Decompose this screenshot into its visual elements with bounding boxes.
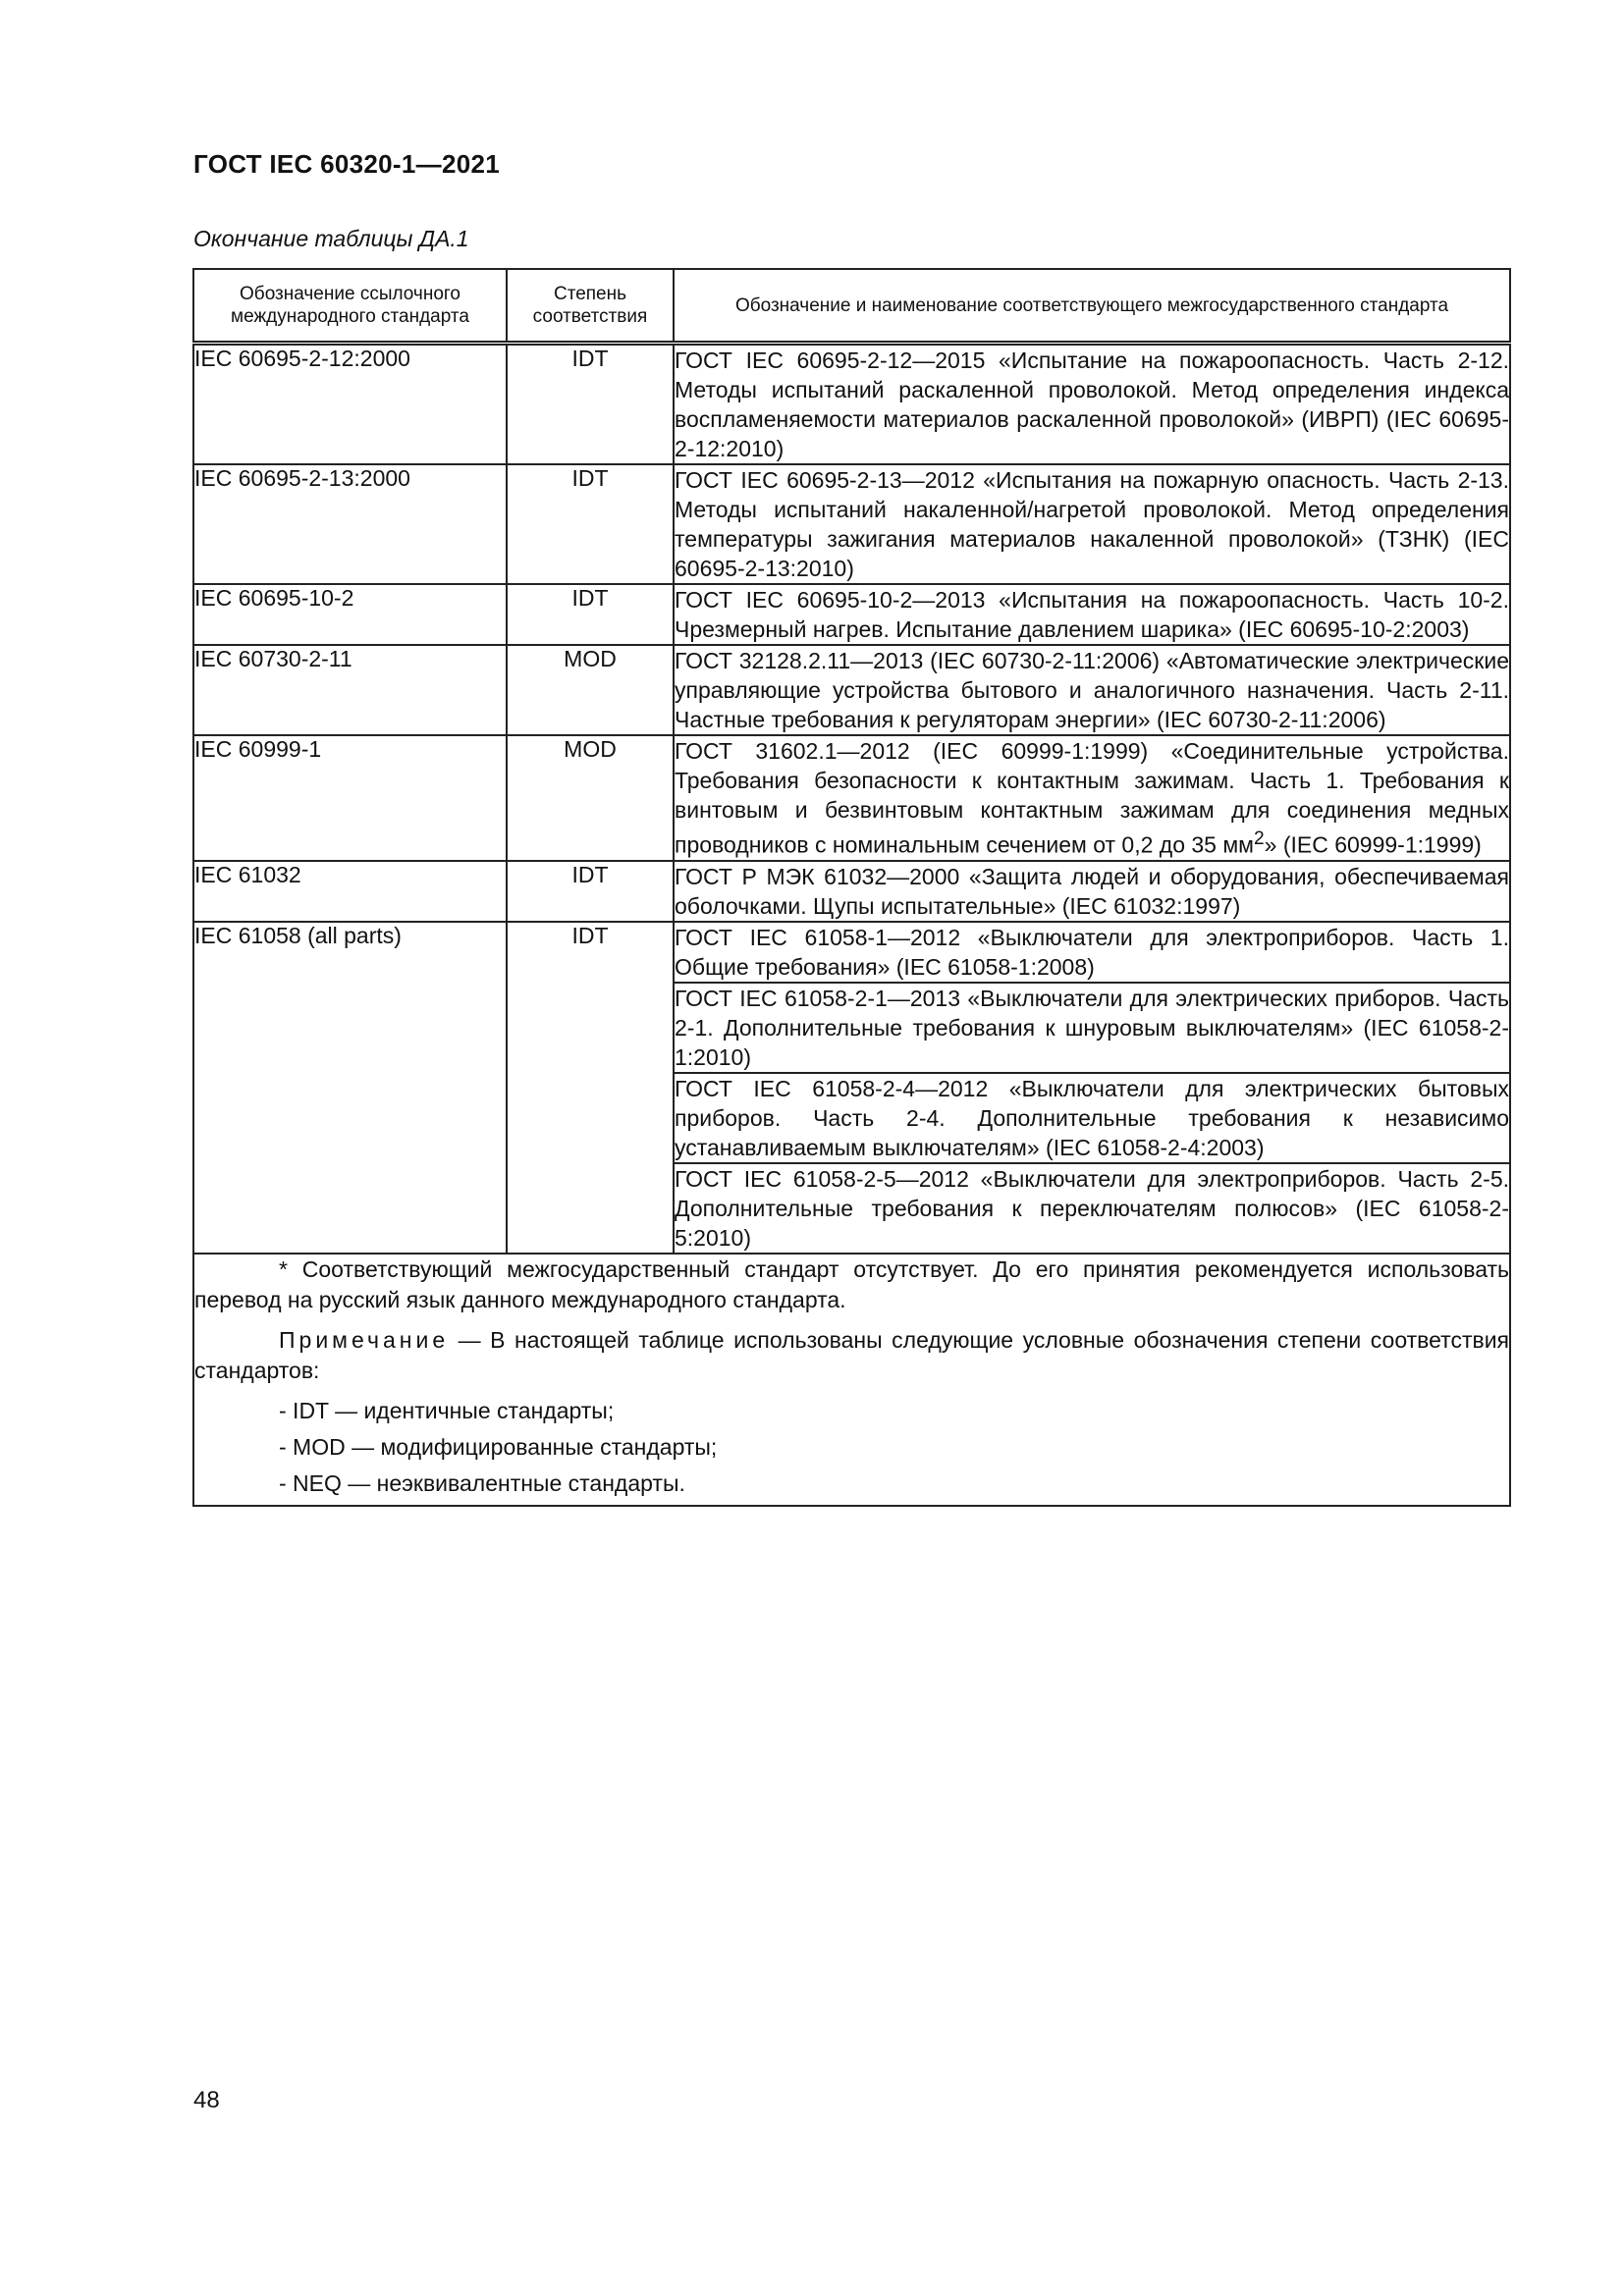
table-row: [193, 861, 1510, 922]
note: [194, 1325, 1509, 1386]
table-row: [193, 344, 1510, 465]
table-header-row: [193, 269, 1510, 344]
table-row: [193, 584, 1510, 645]
ref-cell: IEC 60730-2-11: [193, 645, 507, 735]
ref-cell: IEC 60999-1: [193, 735, 507, 861]
footnote: * Соответствующий межгосударственный стандарт отсутствует. До его принятия рекомендуется использовать перевод на русский язык данного международного стандарта.: [194, 1255, 1509, 1312]
standard-cell: ГОСТ 32128.2.11—2013 (IEC 60730-2-11:2006) «Автоматические электрические управляющие устройства бытового и аналогичного назначения. Часть 2-11. Частные требования к регуляторам энергии» (IEC 60730-2-11:2006): [674, 645, 1510, 735]
header-interstate-standard: Обозначение и наименование соответствующего межгосударственного стандарта: [674, 269, 1510, 344]
table-row: [193, 645, 1510, 735]
notes-cell: [193, 1254, 1510, 1506]
standard-cell: ГОСТ IEC 60695-2-12—2015 «Испытание на пожароопасность. Часть 2-12. Методы испытаний раскаленной проволокой. Метод определения индекса воспламеняемости материалов раскаленной проволокой» (ИВРП) (IEC 60695-2-12:2010): [674, 344, 1510, 465]
ref-cell: IEC 60695-2-13:2000: [193, 464, 507, 584]
page-number: 48: [193, 2087, 220, 2113]
degree-cell: IDT: [507, 344, 674, 465]
standard-cell: ГОСТ IEC 61058-2-5—2012 «Выключатели для электроприборов. Часть 2-5. Дополнительные требования к переключателям полюсов» (IEC 61058-2-5:2010): [674, 1163, 1510, 1254]
table-row: [193, 464, 1510, 584]
legend-item: - MOD — модифицированные стандарты;: [279, 1433, 718, 1460]
standards-table: [192, 268, 1511, 1507]
header-ref-standard: Обозначение ссылочного международного стандарта: [193, 269, 507, 344]
header-degree: Степень соответствия: [507, 269, 674, 344]
table-row: [193, 922, 1510, 983]
standard-cell: ГОСТ Р МЭК 61032—2000 «Защита людей и оборудования, обеспечиваемая оболочками. Щупы испытательные» (IEC 61032:1997): [674, 861, 1510, 922]
note-label: Примечание: [279, 1326, 450, 1353]
legend-item: - IDT — идентичные стандарты;: [279, 1397, 615, 1423]
table-row: [193, 735, 1510, 861]
standard-cell: ГОСТ IEC 61058-2-1—2013 «Выключатели для электрических приборов. Часть 2-1. Дополнительные требования к шнуровым выключателям» (IEC 61058-2-1:2010): [674, 983, 1510, 1073]
degree-cell: IDT: [507, 922, 674, 1254]
standard-text: ГОСТ 31602.1—2012 (IEC 60999-1:1999) «Соединительные устройства. Требования безопасности к контактным зажимам. Часть 1. Требования к винтовым и безвинтовым контактным зажимам для соединения медных проводников с номинальным сечением от 0,2 до 35 мм: [675, 738, 1509, 858]
notes-row: [193, 1254, 1510, 1506]
ref-cell: IEC 60695-2-12:2000: [193, 344, 507, 465]
standard-cell: ГОСТ IEC 60695-10-2—2013 «Испытания на пожароопасность. Часть 10-2. Чрезмерный нагрев. Испытание давлением шарика» (IEC 60695-10-2:2003): [674, 584, 1510, 645]
degree-cell: IDT: [507, 584, 674, 645]
table-caption: Окончание таблицы ДА.1: [193, 226, 469, 251]
degree-cell: MOD: [507, 735, 674, 861]
ref-cell: IEC 60695-10-2: [193, 584, 507, 645]
standard-cell: ГОСТ IEC 61058-1—2012 «Выключатели для электроприборов. Часть 1. Общие требования» (IEC 61058-1:2008): [674, 922, 1510, 983]
note-text: — В настоящей таблице использованы следующие условные обозначения степени соответствия стандартов:: [194, 1326, 1509, 1383]
standard-text-end: » (IEC 60999-1:1999): [1264, 831, 1482, 858]
superscript: 2: [1253, 828, 1265, 849]
standard-cell: ГОСТ IEC 60695-2-13—2012 «Испытания на пожарную опасность. Часть 2-13. Методы испытаний накаленной/нагретой проволокой. Метод определения температуры зажигания материалов накаленной проволокой» (ТЗНК) (IEC 60695-2-13:2010): [674, 464, 1510, 584]
degree-cell: MOD: [507, 645, 674, 735]
degree-cell: IDT: [507, 861, 674, 922]
document-header: ГОСТ IEC 60320-1—2021: [193, 149, 500, 179]
standard-cell: [674, 735, 1510, 861]
legend-item: - NEQ — неэквивалентные стандарты.: [279, 1469, 685, 1496]
standard-cell: ГОСТ IEC 61058-2-4—2012 «Выключатели для электрических бытовых приборов. Часть 2-4. Дополнительные требования к независимо устанавливаемым выключателям» (IEC 61058-2-4:2003): [674, 1073, 1510, 1163]
degree-cell: IDT: [507, 464, 674, 584]
ref-cell: IEC 61032: [193, 861, 507, 922]
ref-cell: IEC 61058 (all parts): [193, 922, 507, 1254]
